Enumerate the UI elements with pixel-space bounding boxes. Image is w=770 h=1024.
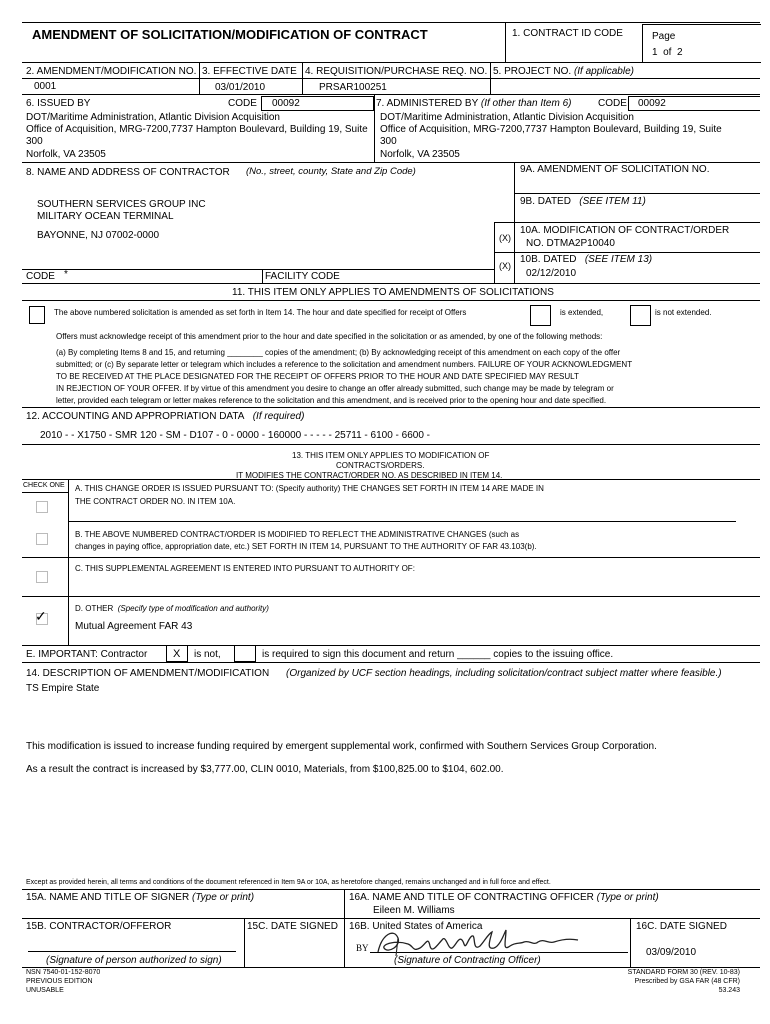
signature-16-caption: (Signature of Contracting Officer) <box>394 955 541 966</box>
united-states-label: 16B. United States of America <box>349 921 483 932</box>
administered-by-label: 7. ADMINISTERED BY (If other than Item 6) <box>376 98 572 109</box>
accounting-value: 2010 - - X1750 - SMR 120 - SM - D107 - 0 - 0000 - 160000 - - - - - 25711 - 6100 - 6600 - <box>40 430 431 441</box>
item13d-value: Mutual Agreement FAR 43 <box>75 621 193 632</box>
admin-line1: DOT/Maritime Administration, Atlantic Division Acquisition <box>380 112 634 123</box>
is-required-checkbox[interactable] <box>234 645 256 662</box>
far-number-label: 53.243 <box>718 987 740 994</box>
extended-label: is extended, <box>560 308 604 317</box>
admin-line4: Norfolk, VA 23505 <box>380 149 460 160</box>
dated-10b-label: 10B. DATED (SEE ITEM 13) <box>520 254 653 265</box>
dated-10b-value: 02/12/2010 <box>526 268 577 279</box>
issued-by-label: 6. ISSUED BY <box>26 98 91 109</box>
x-mark-10a: (X) <box>499 233 511 243</box>
item13d-line1: D. OTHER (Specify type of modification and authority) <box>75 604 269 613</box>
issued-line3: 300 <box>26 136 43 147</box>
description-line1: TS Empire State <box>26 683 100 694</box>
item11-line3: (a) By completing Items 8 and 15, and returning ________ copies of the amendment; (b) By acknowledging receipt of this amendment on each copy of the offer <box>56 348 621 357</box>
item13a-line2: THE CONTRACT ORDER NO. IN ITEM 10A. <box>75 497 236 506</box>
dated-9b-label: 9B. DATED (SEE ITEM 11) <box>520 196 646 207</box>
page-label: Page <box>652 31 676 42</box>
item13-heading2: CONTRACTS/ORDERS. <box>336 461 425 470</box>
except-clause: Except as provided herein, all terms and conditions of the document referenced in Item 9A or 10A, as heretofore changed, remains unchanged and in full force and effect. <box>26 879 551 886</box>
officer-name-label: 16A. NAME AND TITLE OF CONTRACTING OFFICER (Type or print) <box>349 892 659 903</box>
contract-id-label: 1. CONTRACT ID CODE <box>512 28 623 39</box>
check-one-label: CHECK ONE <box>23 482 65 489</box>
item11-line2: Offers must acknowledge receipt of this amendment prior to the hour and date specified in the solicitation or as amended, by one of the following methods: <box>56 332 603 341</box>
item13c-line1: C. THIS SUPPLEMENTAL AGREEMENT IS ENTERED INTO PURSUANT TO AUTHORITY OF: <box>75 564 415 573</box>
item11-line4: submitted; or (c) By separate letter or telegram which includes a reference to the solicitation and amendment numbers. FAILURE OF YOUR ACKNOWLEDGMENT <box>56 360 633 369</box>
contractor-line2: MILITARY OCEAN TERMINAL <box>37 211 174 222</box>
modification-contract-label: 10A. MODIFICATION OF CONTRACT/ORDER <box>520 225 730 236</box>
issued-code-label: CODE <box>228 98 257 109</box>
facility-code-label: FACILITY CODE <box>265 271 340 282</box>
date-signed-16c-label: 16C. DATE SIGNED <box>636 921 727 932</box>
accounting-label: 12. ACCOUNTING AND APPROPRIATION DATA (If required) <box>26 411 305 422</box>
not-extended-checkbox[interactable] <box>630 305 651 326</box>
by-label: BY <box>356 943 369 953</box>
signature-15-caption: (Signature of person authorized to sign) <box>46 955 222 966</box>
issued-line2: Office of Acquisition, MRG-7200,7737 Hampton Boulevard, Building 19, Suite <box>26 124 368 135</box>
contractor-code-label: CODE <box>26 271 55 282</box>
item11-line1: The above numbered solicitation is amended as set forth in Item 14. The hour and date specified for receipt of Offers <box>54 308 467 317</box>
contractor-offeror-label: 15B. CONTRACTOR/OFFEROR <box>26 921 172 932</box>
is-not-x: X <box>173 648 181 660</box>
is-not-label: is not, <box>194 649 221 660</box>
date-signed-16c-value: 03/09/2010 <box>646 947 697 958</box>
item13a-checkbox[interactable] <box>36 501 48 513</box>
item13-heading3: IT MODIFIES THE CONTRACT/ORDER NO. AS DESCRIBED IN ITEM 14. <box>236 471 503 480</box>
requisition-label: 4. REQUISITION/PURCHASE REQ. NO. <box>305 66 488 77</box>
item11-checkbox[interactable] <box>29 306 45 324</box>
item11-line5: TO BE RECEIVED AT THE PLACE DESIGNATED FOR THE RECEIPT OF OFFERS PRIOR TO THE HOUR AND DATE SPECIFIED MAY RESULT <box>56 372 579 381</box>
previous-edition-label: PREVIOUS EDITION <box>26 978 93 985</box>
form-title: AMENDMENT OF SOLICITATION/MODIFICATION OF CONTRACT <box>32 27 428 42</box>
unusable-label: UNUSABLE <box>26 987 64 994</box>
modification-contract-value: NO. DTMA2P10040 <box>526 238 615 249</box>
item13b-line1: B. THE ABOVE NUMBERED CONTRACT/ORDER IS MODIFIED TO REFLECT THE ADMINISTRATIVE CHANGES (such as <box>75 530 520 539</box>
date-signed-15c-label: 15C. DATE SIGNED <box>247 921 338 932</box>
contractor-code-value: * <box>64 269 68 280</box>
item13a-line1: A. THIS CHANGE ORDER IS ISSUED PURSUANT TO: (Specify authority) THE CHANGES SET FORTH IN ITEM 14 ARE MADE IN <box>75 484 544 493</box>
extended-checkbox[interactable] <box>530 305 551 326</box>
item11-line7: letter, provided each telegram or letter makes reference to the solicitation and this amendment, and is received prior to the opening hour and date specified. <box>56 396 607 405</box>
effective-date-value: 03/01/2010 <box>215 82 266 93</box>
description-para1: This modification is issued to increase funding required by emergent supplemental work, confirmed with Southern Services Group Corporation. <box>26 741 657 752</box>
nsn-label: NSN 7540-01-152-8070 <box>26 969 101 976</box>
project-no-label: 5. PROJECT NO. (If applicable) <box>493 66 634 77</box>
item11-heading: 11. THIS ITEM ONLY APPLIES TO AMENDMENTS OF SOLICITATIONS <box>232 287 554 298</box>
item13b-checkbox[interactable] <box>36 533 48 545</box>
item13c-checkbox[interactable] <box>36 571 48 583</box>
issued-line4: Norfolk, VA 23505 <box>26 149 106 160</box>
contractor-line1: SOUTHERN SERVICES GROUP INC <box>37 199 206 210</box>
x-mark-10b: (X) <box>499 261 511 271</box>
amendment-solicitation-label: 9A. AMENDMENT OF SOLICITATION NO. <box>520 164 710 175</box>
admin-code-label: CODE <box>598 98 627 109</box>
description-para2: As a result the contract is increased by $3,777.00, CLIN 0010, Materials, from $100,825.00 to $104, 602.00. <box>26 764 504 775</box>
item13b-line2: changes in paying office, appropriation date, etc.) SET FORTH IN ITEM 14, PURSUANT TO THE AUTHORITY OF FAR 43.103(b). <box>75 542 537 551</box>
signer-name-label: 15A. NAME AND TITLE OF SIGNER (Type or print) <box>26 892 255 903</box>
contractor-label: 8. NAME AND ADDRESS OF CONTRACTOR <box>26 167 230 178</box>
item11-line6: IN REJECTION OF YOUR OFFER. If by virtue of this amendment you desire to change an offer already submitted, such change may be made by telegram or <box>56 384 614 393</box>
admin-line2: Office of Acquisition, MRG-7200,7737 Hampton Boulevard, Building 19, Suite <box>380 124 722 135</box>
contractor-hint: (No., street, county, State and Zip Code) <box>246 166 416 177</box>
officer-name-value: Eileen M. Williams <box>373 905 455 916</box>
admin-code-value: 00092 <box>638 98 666 109</box>
description-hint: (Organized by UCF section headings, including solicitation/contract subject matter where feasible.) <box>286 668 722 679</box>
issued-line1: DOT/Maritime Administration, Atlantic Division Acquisition <box>26 112 280 123</box>
contractor-line3: BAYONNE, NJ 07002-0000 <box>37 230 160 241</box>
important-label: E. IMPORTANT: Contractor <box>26 649 148 660</box>
amend-no-value: 0001 <box>34 81 57 92</box>
requisition-value: PRSAR100251 <box>319 82 387 93</box>
is-required-label: is required to sign this document and return ______ copies to the issuing office. <box>262 649 614 660</box>
effective-date-label: 3. EFFECTIVE DATE <box>202 66 297 77</box>
page-indicator: 1 of 2 <box>652 47 683 58</box>
check-icon: ✓ <box>35 608 47 624</box>
amend-no-label: 2. AMENDMENT/MODIFICATION NO. <box>26 66 197 77</box>
not-extended-label: is not extended. <box>655 308 712 317</box>
description-label: 14. DESCRIPTION OF AMENDMENT/MODIFICATION <box>26 668 270 679</box>
admin-line3: 300 <box>380 136 397 147</box>
prescribed-label: Prescribed by GSA FAR (48 CFR) <box>634 978 740 985</box>
issued-code-value: 00092 <box>272 98 300 109</box>
standard-form-label: STANDARD FORM 30 (REV. 10-83) <box>627 969 740 976</box>
item13-heading1: 13. THIS ITEM ONLY APPLIES TO MODIFICATION OF <box>292 451 490 460</box>
